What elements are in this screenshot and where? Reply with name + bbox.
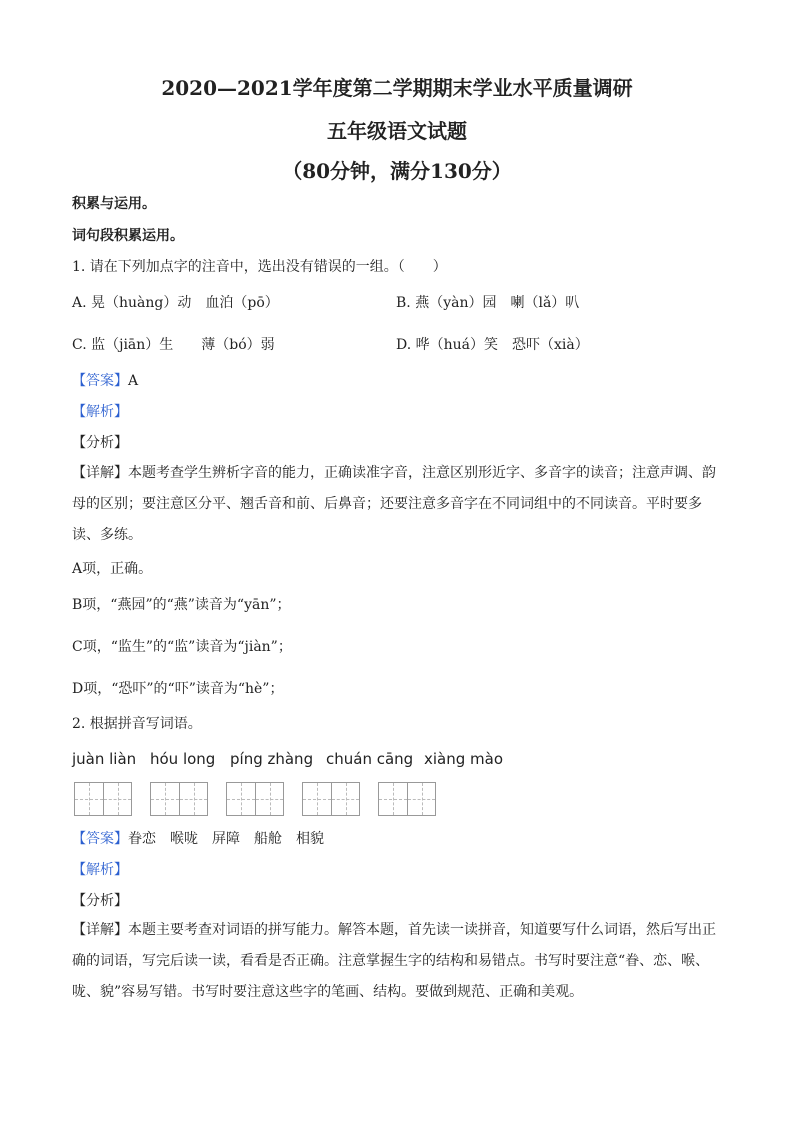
section-heading: 积累与运用。	[72, 196, 156, 212]
question-2-fenxi-tag: 【分析】	[72, 893, 128, 909]
writing-grid-2[interactable]	[150, 782, 208, 816]
question-1-option-b: B. 燕（yàn）园 喇（lǎ）叭	[396, 295, 580, 311]
question-2-analysis-tag: 【解析】	[72, 862, 128, 878]
question-2-answer	[72, 828, 324, 848]
detail-text: 本题考查学生辨析字音的能力，正确读准字音，注意区别形近字、多音字的读音；注意声调、韵母的区别；要注意区分平、翘舌音和前、后鼻音；还要注意多音字在不同词组中的不同读音。平时要多读、多练。	[72, 465, 716, 543]
detail-tag: 【详解】	[72, 922, 128, 938]
grid-cell[interactable]	[255, 783, 283, 815]
grid-cell[interactable]	[103, 783, 131, 815]
answer-tag: 【答案】	[72, 373, 128, 389]
question-1-stem: 1. 请在下列加点字的注音中，选出没有错误的一组。（ ）	[72, 259, 447, 275]
grid-cell[interactable]	[379, 783, 407, 815]
answer-value: 眷恋 喉咙 屏障 船舱 相貌	[128, 831, 324, 847]
writing-grid-5[interactable]	[378, 782, 436, 816]
question-1-line-a: A项，正确。	[72, 561, 153, 577]
question-1-line-d: D项，“恐吓”的“吓”读音为“hè”；	[72, 681, 284, 697]
grid-cell[interactable]	[151, 783, 179, 815]
writing-grid-3[interactable]	[226, 782, 284, 816]
writing-grid-1[interactable]	[74, 782, 132, 816]
answer-tag: 【答案】	[72, 831, 128, 847]
grid-cell[interactable]	[227, 783, 255, 815]
question-1-fenxi-tag: 【分析】	[72, 435, 128, 451]
answer-value: A	[128, 373, 139, 389]
question-1-analysis-tag: 【解析】	[72, 404, 128, 420]
grid-cell[interactable]	[407, 783, 435, 815]
detail-text: 本题主要考查对词语的拼写能力。解答本题，首先读一读拼音，知道要写什么词语，然后写出正确的词语，写完后读一读，看看是否正确。注意掌握生字的结构和易错点。书写时要注意“眷、恋、喉、咙、貌”容易写错。书写时要注意这些字的笔画、结构。要做到规范、正确和美观。	[72, 922, 716, 1000]
pinyin-5: xiàng mào	[424, 750, 504, 768]
grid-cell[interactable]	[75, 783, 103, 815]
grid-cell[interactable]	[179, 783, 207, 815]
page-title: 2020—2021学年度第二学期期末学业水平质量调研	[161, 76, 633, 100]
question-2-stem: 2. 根据拼音写词语。	[72, 716, 202, 732]
question-1-line-c: C项，“监生”的“监”读音为“jiàn”；	[72, 639, 292, 655]
question-1-option-d: D. 哗（huá）笑 恐吓（xià）	[396, 337, 589, 353]
pinyin-2: hóu long	[150, 750, 216, 768]
subsection-heading: 词句段积累运用。	[72, 228, 184, 244]
pinyin-4: chuán cāng	[326, 750, 414, 768]
question-1-option-c: C. 监（jiān）生 薄（bó）弱	[72, 337, 275, 353]
grid-cell[interactable]	[331, 783, 359, 815]
detail-tag: 【详解】	[72, 465, 128, 481]
question-1-answer	[72, 370, 138, 390]
writing-grid-4[interactable]	[302, 782, 360, 816]
question-1-line-b: B项，“燕园”的“燕”读音为“yān”；	[72, 597, 291, 613]
pinyin-1: juàn liàn	[72, 750, 137, 768]
grid-cell[interactable]	[303, 783, 331, 815]
exam-duration-score: （80分钟，满分130分）	[282, 159, 512, 183]
question-2-detail	[72, 915, 724, 1008]
question-1-detail	[72, 458, 724, 551]
exam-subject-title: 五年级语文试题	[327, 119, 467, 143]
pinyin-3: píng zhàng	[230, 750, 314, 768]
question-1-option-a: A. 晃（huàng）动 血泊（pō）	[72, 295, 279, 311]
